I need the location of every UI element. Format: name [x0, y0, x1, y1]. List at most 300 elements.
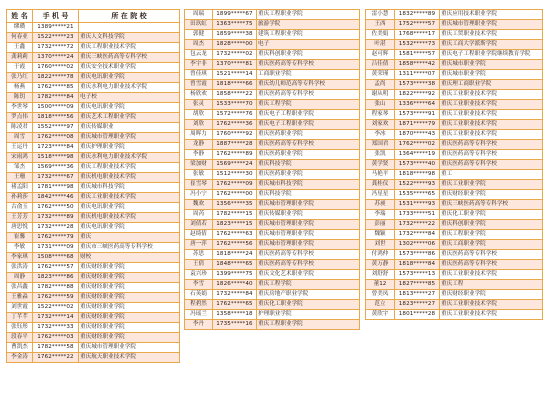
cell-name: 郑国君	[366, 140, 395, 150]
table-row	[185, 150, 360, 160]
cell-phone: 1732*****22	[395, 220, 440, 230]
cell-name: 曾雪霞	[185, 80, 213, 90]
cell-phone: 1818*****66	[213, 80, 257, 90]
cell-school: 重庆化工职业学院	[440, 210, 543, 220]
cell-name: 苏思	[185, 250, 213, 260]
cell-name: 袁兴珍	[185, 270, 213, 280]
cell-name: 叶湛	[366, 40, 395, 50]
table-row	[366, 190, 543, 200]
cell-school: 重庆电子工程职业学院	[257, 110, 360, 120]
cell-name: 李金涛	[7, 353, 33, 363]
cell-phone: 1356*****35	[213, 200, 257, 210]
cell-phone: 1762*****36	[213, 120, 257, 130]
cell-phone: 1532*****73	[395, 40, 440, 50]
cell-name: 王倩	[185, 260, 213, 270]
cell-name: 张昌鑫	[7, 283, 33, 293]
cell-name: 李静	[185, 150, 213, 160]
cell-school: 重庆工程学院	[257, 280, 360, 290]
cell-name: 赵可辉	[366, 50, 395, 60]
cell-name: 邹杰	[7, 163, 33, 173]
cell-school: 重庆工业职业技术学院	[440, 90, 543, 100]
table-row	[7, 103, 180, 113]
cell-school: 护理职业学院	[257, 310, 360, 320]
cell-phone: 1569*****36	[33, 163, 79, 173]
cell-phone: 1533*****70	[213, 100, 257, 110]
table-row	[7, 33, 180, 43]
cell-phone: 1827*****85	[395, 280, 440, 290]
cell-name: 崔雪琴	[185, 180, 213, 190]
table-row	[185, 190, 360, 200]
table-row	[185, 80, 360, 90]
cell-name: 程家琴	[366, 110, 395, 120]
cell-name: 李宇非	[185, 60, 213, 70]
cell-school: 重庆医药职业学院	[257, 130, 360, 140]
cell-phone: 1732*****28	[33, 223, 79, 233]
cell-name: 包云龙	[185, 50, 213, 60]
table-row	[366, 220, 543, 230]
cell-school: 重庆工业职业技术学院	[440, 130, 543, 140]
table-row	[7, 163, 180, 173]
table-row	[185, 30, 360, 40]
cell-phone: 1370*****24	[33, 53, 79, 63]
table-row	[185, 290, 360, 300]
cell-phone: 1813*****27	[395, 290, 440, 300]
cell-phone: 1732*****33	[33, 323, 79, 333]
cell-phone: 1358*****18	[213, 310, 257, 320]
cell-school: 重庆医药职业学院	[257, 150, 360, 160]
table-row	[185, 20, 360, 30]
cell-phone: 1762*****89	[213, 150, 257, 160]
cell-phone: 1732*****02	[213, 50, 257, 60]
cell-name: 王芳芳	[7, 213, 33, 223]
cell-school: 重庆城市职业学院	[440, 60, 543, 70]
table-row	[185, 140, 360, 150]
table-row	[7, 253, 180, 263]
cell-school: 重庆医药高等专科学校	[257, 60, 360, 70]
cell-name: 何春亚	[7, 33, 33, 43]
cell-phone: 1733*****51	[395, 210, 440, 220]
table-row	[185, 10, 360, 20]
cell-school	[79, 23, 180, 33]
cell-school: 重庆传媒职业	[79, 123, 180, 133]
cell-school: 重庆电讯职业学院	[79, 223, 180, 233]
cell-name: 马艳平	[366, 170, 395, 180]
cell-school: 旅游学院	[257, 20, 360, 30]
cell-school: 重庆房地产职业学院	[257, 290, 360, 300]
cell-name: 龚莉莉	[7, 53, 33, 63]
cell-name: 梁加财	[185, 160, 213, 170]
table-row	[366, 150, 543, 160]
cell-phone: 1762*****65	[213, 300, 257, 310]
table-row	[7, 353, 180, 363]
cell-phone: 1858*****42	[395, 60, 440, 70]
cell-phone: 1858*****22	[213, 90, 257, 100]
table-row	[185, 170, 360, 180]
cell-phone: 1732*****72	[33, 43, 79, 53]
cell-name: 黄学贤	[366, 160, 395, 170]
cell-school: 重庆工贸职业技术学院	[440, 30, 543, 40]
cell-school: 重庆工商大学派斯学院	[440, 40, 543, 50]
cell-name: 龚桂仪	[366, 180, 395, 190]
cell-phone: 1887*****28	[213, 140, 257, 150]
cell-phone: 1781*****98	[33, 183, 79, 193]
cell-phone: 1870*****43	[395, 130, 440, 140]
cell-phone: 1508*****68	[33, 253, 79, 263]
cell-phone: 1801*****28	[395, 310, 440, 320]
cell-name: 黄荣瑾	[366, 70, 395, 80]
cell-name: 张凯	[366, 150, 395, 160]
cell-school: 重庆工业职业技术学院	[440, 310, 543, 320]
cell-name: 胡欣	[185, 110, 213, 120]
cell-name: 董12	[366, 280, 395, 290]
table-row	[7, 183, 180, 193]
cell-phone: 1768*****17	[395, 30, 440, 40]
table-row	[366, 230, 543, 240]
cell-name: 张山	[366, 100, 395, 110]
cell-phone: 1823*****86	[33, 273, 79, 283]
table-row	[7, 23, 180, 33]
cell-name: 黄万静	[366, 260, 395, 270]
table-row	[366, 30, 543, 40]
cell-name: 冯星星	[366, 190, 395, 200]
cell-name: 范立	[366, 300, 395, 310]
cell-phone: 1573*****40	[395, 160, 440, 170]
cell-phone: 1521*****14	[213, 70, 257, 80]
cell-school: 重庆科创职业学院	[257, 50, 360, 60]
cell-phone: 1823*****27	[395, 300, 440, 310]
table-row	[185, 120, 360, 130]
table-row	[185, 250, 360, 260]
cell-name: 赵绮倩	[185, 230, 213, 240]
cell-phone: 1573*****86	[395, 250, 440, 260]
table-row	[366, 240, 543, 250]
cell-name: 曾美凤	[366, 290, 395, 300]
cell-phone: 1762*****50	[33, 203, 79, 213]
table-row	[7, 213, 180, 223]
table-row	[185, 100, 360, 110]
cell-phone: 1782*****88	[33, 283, 79, 293]
cell-phone: 1522*****93	[395, 180, 440, 190]
cell-school: 重庆机电职业技术学院	[79, 173, 180, 183]
cell-name: 王西	[366, 20, 395, 30]
cell-phone: 1818*****98	[395, 170, 440, 180]
cell-name: 缪瓒	[7, 23, 33, 33]
cell-school: 重庆医药高等专科学校	[257, 140, 360, 150]
table-row	[185, 70, 360, 80]
cell-school: 重庆城市科技学院	[79, 183, 180, 193]
cell-phone: 1782*****84	[33, 93, 79, 103]
cell-school: 重庆化工职业学院	[257, 300, 360, 310]
cell-name: 王雅淼	[7, 293, 33, 303]
cell-school: 重工	[440, 170, 543, 180]
cell-name: 陈钥	[7, 93, 33, 103]
cell-phone: 1531*****93	[395, 200, 440, 210]
cell-school: 重庆艺术工程职业学院	[79, 113, 180, 123]
table-row	[185, 60, 360, 70]
table-row	[7, 123, 180, 133]
cell-school: 重庆电讯职业学院	[79, 73, 180, 83]
cell-school: 重庆护理职业学院	[79, 143, 180, 153]
cell-phone: 1522*****23	[33, 33, 79, 43]
cell-phone: 1581*****57	[395, 50, 440, 60]
cell-school: 重庆工业职业技术学院	[440, 270, 543, 280]
cell-phone: 1573*****38	[395, 80, 440, 90]
cell-name: 彭丽	[366, 220, 395, 230]
cell-phone: 1500*****09	[33, 103, 79, 113]
cell-school: 重庆工程职业学院	[257, 320, 360, 330]
cell-phone: 1871*****79	[395, 120, 440, 130]
cell-name: 刘家欢	[366, 120, 395, 130]
cell-school: 重庆城市管理职业学院	[440, 20, 543, 30]
cell-name: 魏欢	[185, 200, 213, 210]
cell-phone: 1732*****84	[213, 290, 257, 300]
table-row	[7, 73, 180, 83]
cell-name: 唐思悦	[7, 223, 33, 233]
cell-school: 重庆城市管理职业学院	[79, 133, 180, 143]
table-row	[366, 120, 543, 130]
roster-table-2	[184, 9, 360, 330]
cell-school: 重庆城市管理职业学院	[257, 220, 360, 230]
table-row	[185, 220, 360, 230]
cell-phone: 1762*****63	[213, 230, 257, 240]
cell-phone: 1732*****14	[33, 313, 79, 323]
table-row	[366, 160, 543, 170]
cell-name: 郭健	[185, 30, 213, 40]
cell-school: 重庆工程职业学院	[257, 10, 360, 20]
table-row	[366, 290, 543, 300]
cell-school: 重庆科技学院	[257, 190, 360, 200]
cell-phone: 1762*****59	[33, 293, 79, 303]
cell-school: 重庆工程职业技术学院	[79, 43, 180, 53]
cell-phone: 1762*****22	[33, 353, 79, 363]
table-row	[7, 63, 180, 73]
cell-phone: 1762*****57	[33, 263, 79, 273]
cell-phone: 1848*****65	[213, 260, 257, 270]
table-column-1	[6, 9, 180, 401]
cell-name: 周晖力	[185, 130, 213, 140]
cell-phone: 1399*****75	[213, 270, 257, 280]
table-row	[7, 343, 180, 353]
roster-table-3	[365, 9, 543, 320]
cell-phone: 1363*****75	[213, 20, 257, 30]
table-row	[185, 230, 360, 240]
table-body-3	[366, 10, 543, 320]
cell-school: 重庆工程	[440, 280, 543, 290]
cell-school: 重庆水利电力职业技术学院	[79, 153, 180, 163]
table-row	[366, 210, 543, 220]
cell-name: 王运丹	[7, 143, 33, 153]
cell-phone: 1723*****84	[33, 143, 79, 153]
cell-school: 重庆传媒职业学院	[257, 210, 360, 220]
cell-school: 重庆电子工程职业学院	[257, 120, 360, 130]
cell-phone: 1518*****98	[33, 153, 79, 163]
cell-name: 李丹	[185, 320, 213, 330]
cell-school: 重庆财经职业学院	[79, 263, 180, 273]
cell-name: 刘世	[366, 240, 395, 250]
table-row	[366, 20, 543, 30]
table-row	[7, 223, 180, 233]
table-row	[366, 110, 543, 120]
table-row	[366, 200, 543, 210]
table-row	[366, 70, 543, 80]
table-row	[7, 263, 180, 273]
table-row	[185, 240, 360, 250]
cell-school: 重庆安全技术职业学院	[79, 63, 180, 73]
cell-phone: 1782*****15	[213, 210, 257, 220]
header-phone: 手 机 号	[33, 10, 79, 23]
cell-name: 段春平	[7, 333, 33, 343]
cell-name: 李冰	[366, 130, 395, 140]
table-row	[366, 300, 543, 310]
table-row	[366, 90, 543, 100]
cell-phone: 1762*****08	[33, 133, 79, 143]
cell-school: 重庆医药高等专科学校	[257, 250, 360, 260]
cell-name: 李雪	[185, 280, 213, 290]
table-row	[7, 303, 180, 313]
cell-school: 重庆水利电力职业技术学院	[79, 83, 180, 93]
cell-phone: 1573*****91	[395, 110, 440, 120]
cell-school: 重庆城市管理职业学院	[257, 240, 360, 250]
cell-phone: 1782*****58	[33, 343, 79, 353]
cell-phone: 1389*****21	[33, 23, 79, 33]
cell-school: 重庆城市管理职业学院	[79, 343, 180, 353]
cell-phone: 1828*****00	[213, 40, 257, 50]
cell-phone: 1899*****67	[213, 10, 257, 20]
cell-phone: 1818*****24	[213, 250, 257, 260]
cell-school: 重庆财经职业学院	[79, 333, 180, 343]
table-body-2	[185, 10, 360, 330]
table-row	[7, 173, 180, 183]
cell-school: 重庆工业职业技术学院	[440, 100, 543, 110]
table-row	[185, 200, 360, 210]
cell-phone: 1569*****24	[213, 160, 257, 170]
cell-phone: 1552*****97	[33, 123, 79, 133]
cell-school: 重庆医药高等专科学校	[257, 260, 360, 270]
cell-name: 张灵	[185, 100, 213, 110]
cell-school: 财校	[79, 253, 180, 263]
table-row	[185, 110, 360, 120]
cell-school: 重庆财经职业学院	[79, 313, 180, 323]
cell-school: 重庆机电职业技术学院	[79, 213, 180, 223]
cell-phone: 1822*****78	[33, 73, 79, 83]
cell-school: 重庆工业职业技术学院	[440, 110, 543, 120]
cell-school: 电子校	[79, 93, 180, 103]
cell-school: 重庆三峡医药高等专科学校	[440, 200, 543, 210]
cell-phone: 1760*****02	[33, 63, 79, 73]
table-row	[7, 313, 180, 323]
cell-school: 重庆工业职业技术学院	[79, 193, 180, 203]
roster-table-1	[6, 9, 180, 363]
table-row	[185, 260, 360, 270]
cell-name: 谢从明	[366, 90, 395, 100]
cell-phone: 1311*****07	[395, 70, 440, 80]
cell-phone: 1818*****56	[33, 113, 79, 123]
cell-school: 重庆城市管理职业学院	[257, 230, 360, 240]
cell-phone: 1762*****85	[33, 83, 79, 93]
table-row	[7, 233, 180, 243]
cell-phone: 1512*****30	[213, 170, 257, 180]
table-row	[366, 40, 543, 50]
cell-phone: 1822*****92	[395, 90, 440, 100]
cell-school: 重庆工商职业学院	[440, 240, 543, 250]
cell-school: 重庆幼儿师范高等专科学校	[257, 80, 360, 90]
cell-school: 重庆财经职业学院	[440, 290, 543, 300]
cell-phone: 1762*****02	[395, 140, 440, 150]
cell-phone: 1752*****57	[395, 20, 440, 30]
cell-phone: 1732*****84	[395, 230, 440, 240]
table-row	[7, 113, 180, 123]
cell-school: 重庆文化艺术职业学院	[257, 270, 360, 280]
cell-school: 重庆城市管理职业学院	[257, 200, 360, 210]
cell-phone: 1762*****00	[213, 190, 257, 200]
header-school: 所 在 院 校	[79, 10, 180, 23]
table-row	[366, 310, 543, 320]
cell-school: 重庆医药职业学院	[257, 170, 360, 180]
cell-name: 曹凯杰	[7, 343, 33, 353]
cell-phone: 1522*****02	[33, 303, 79, 313]
cell-name: 石英娟	[185, 290, 213, 300]
cell-name: 陈凌君	[7, 123, 33, 133]
cell-name: 李世琴	[7, 103, 33, 113]
cell-phone: 1818*****84	[395, 260, 440, 270]
cell-phone: 1762*****09	[213, 180, 257, 190]
cell-name: 丁芊芊	[7, 313, 33, 323]
cell-name: 龙静	[185, 140, 213, 150]
cell-name: 褚孟阳	[7, 183, 33, 193]
cell-school: 重庆医药高等专科学校	[440, 140, 543, 150]
cell-phone: 1732*****67	[33, 173, 79, 183]
table-body-1	[7, 23, 180, 363]
cell-name: 冯瑶兰	[185, 310, 213, 320]
cell-name: 刘倩若	[185, 220, 213, 230]
cell-name: 唐一萍	[185, 240, 213, 250]
table-column-3	[365, 9, 543, 401]
table-row	[185, 320, 360, 330]
cell-school: 重庆人文科技学院	[79, 33, 180, 43]
cell-name: 刘舒舒	[366, 270, 395, 280]
cell-phone: 1832*****89	[395, 10, 440, 20]
cell-school: 重庆财经职业学院	[79, 303, 180, 313]
table-row	[7, 53, 180, 63]
cell-phone: 1762*****56	[213, 240, 257, 250]
table-row	[7, 93, 180, 103]
cell-name: 王珊	[7, 173, 33, 183]
table-row	[7, 203, 180, 213]
table-row	[185, 40, 360, 50]
cell-phone: 1823*****15	[213, 220, 257, 230]
table-row	[7, 143, 180, 153]
table-row	[366, 130, 543, 140]
cell-name: 罗点伟	[7, 113, 33, 123]
cell-phone: 1732*****89	[33, 213, 79, 223]
cell-name: 田玖虹	[185, 20, 213, 30]
table-row	[366, 140, 543, 150]
table-row	[366, 180, 543, 190]
cell-name: 黄欣宇	[366, 310, 395, 320]
table-row	[7, 83, 180, 93]
cell-school: 重庆财经职业学院	[79, 293, 180, 303]
cell-phone: 1370*****81	[213, 60, 257, 70]
cell-school: 重庆医药高等专科学校	[440, 260, 543, 270]
cell-school: 重庆科创职业学院	[440, 220, 543, 230]
cell-name: 张洪涛	[7, 263, 33, 273]
cell-name: 宋雨鸿	[7, 153, 33, 163]
cell-school: 重庆电子工程职业学院继续教育学院	[440, 50, 543, 60]
table-row	[7, 133, 180, 143]
table-row	[7, 193, 180, 203]
table-row	[366, 100, 543, 110]
cell-name: 古俞玉	[7, 203, 33, 213]
